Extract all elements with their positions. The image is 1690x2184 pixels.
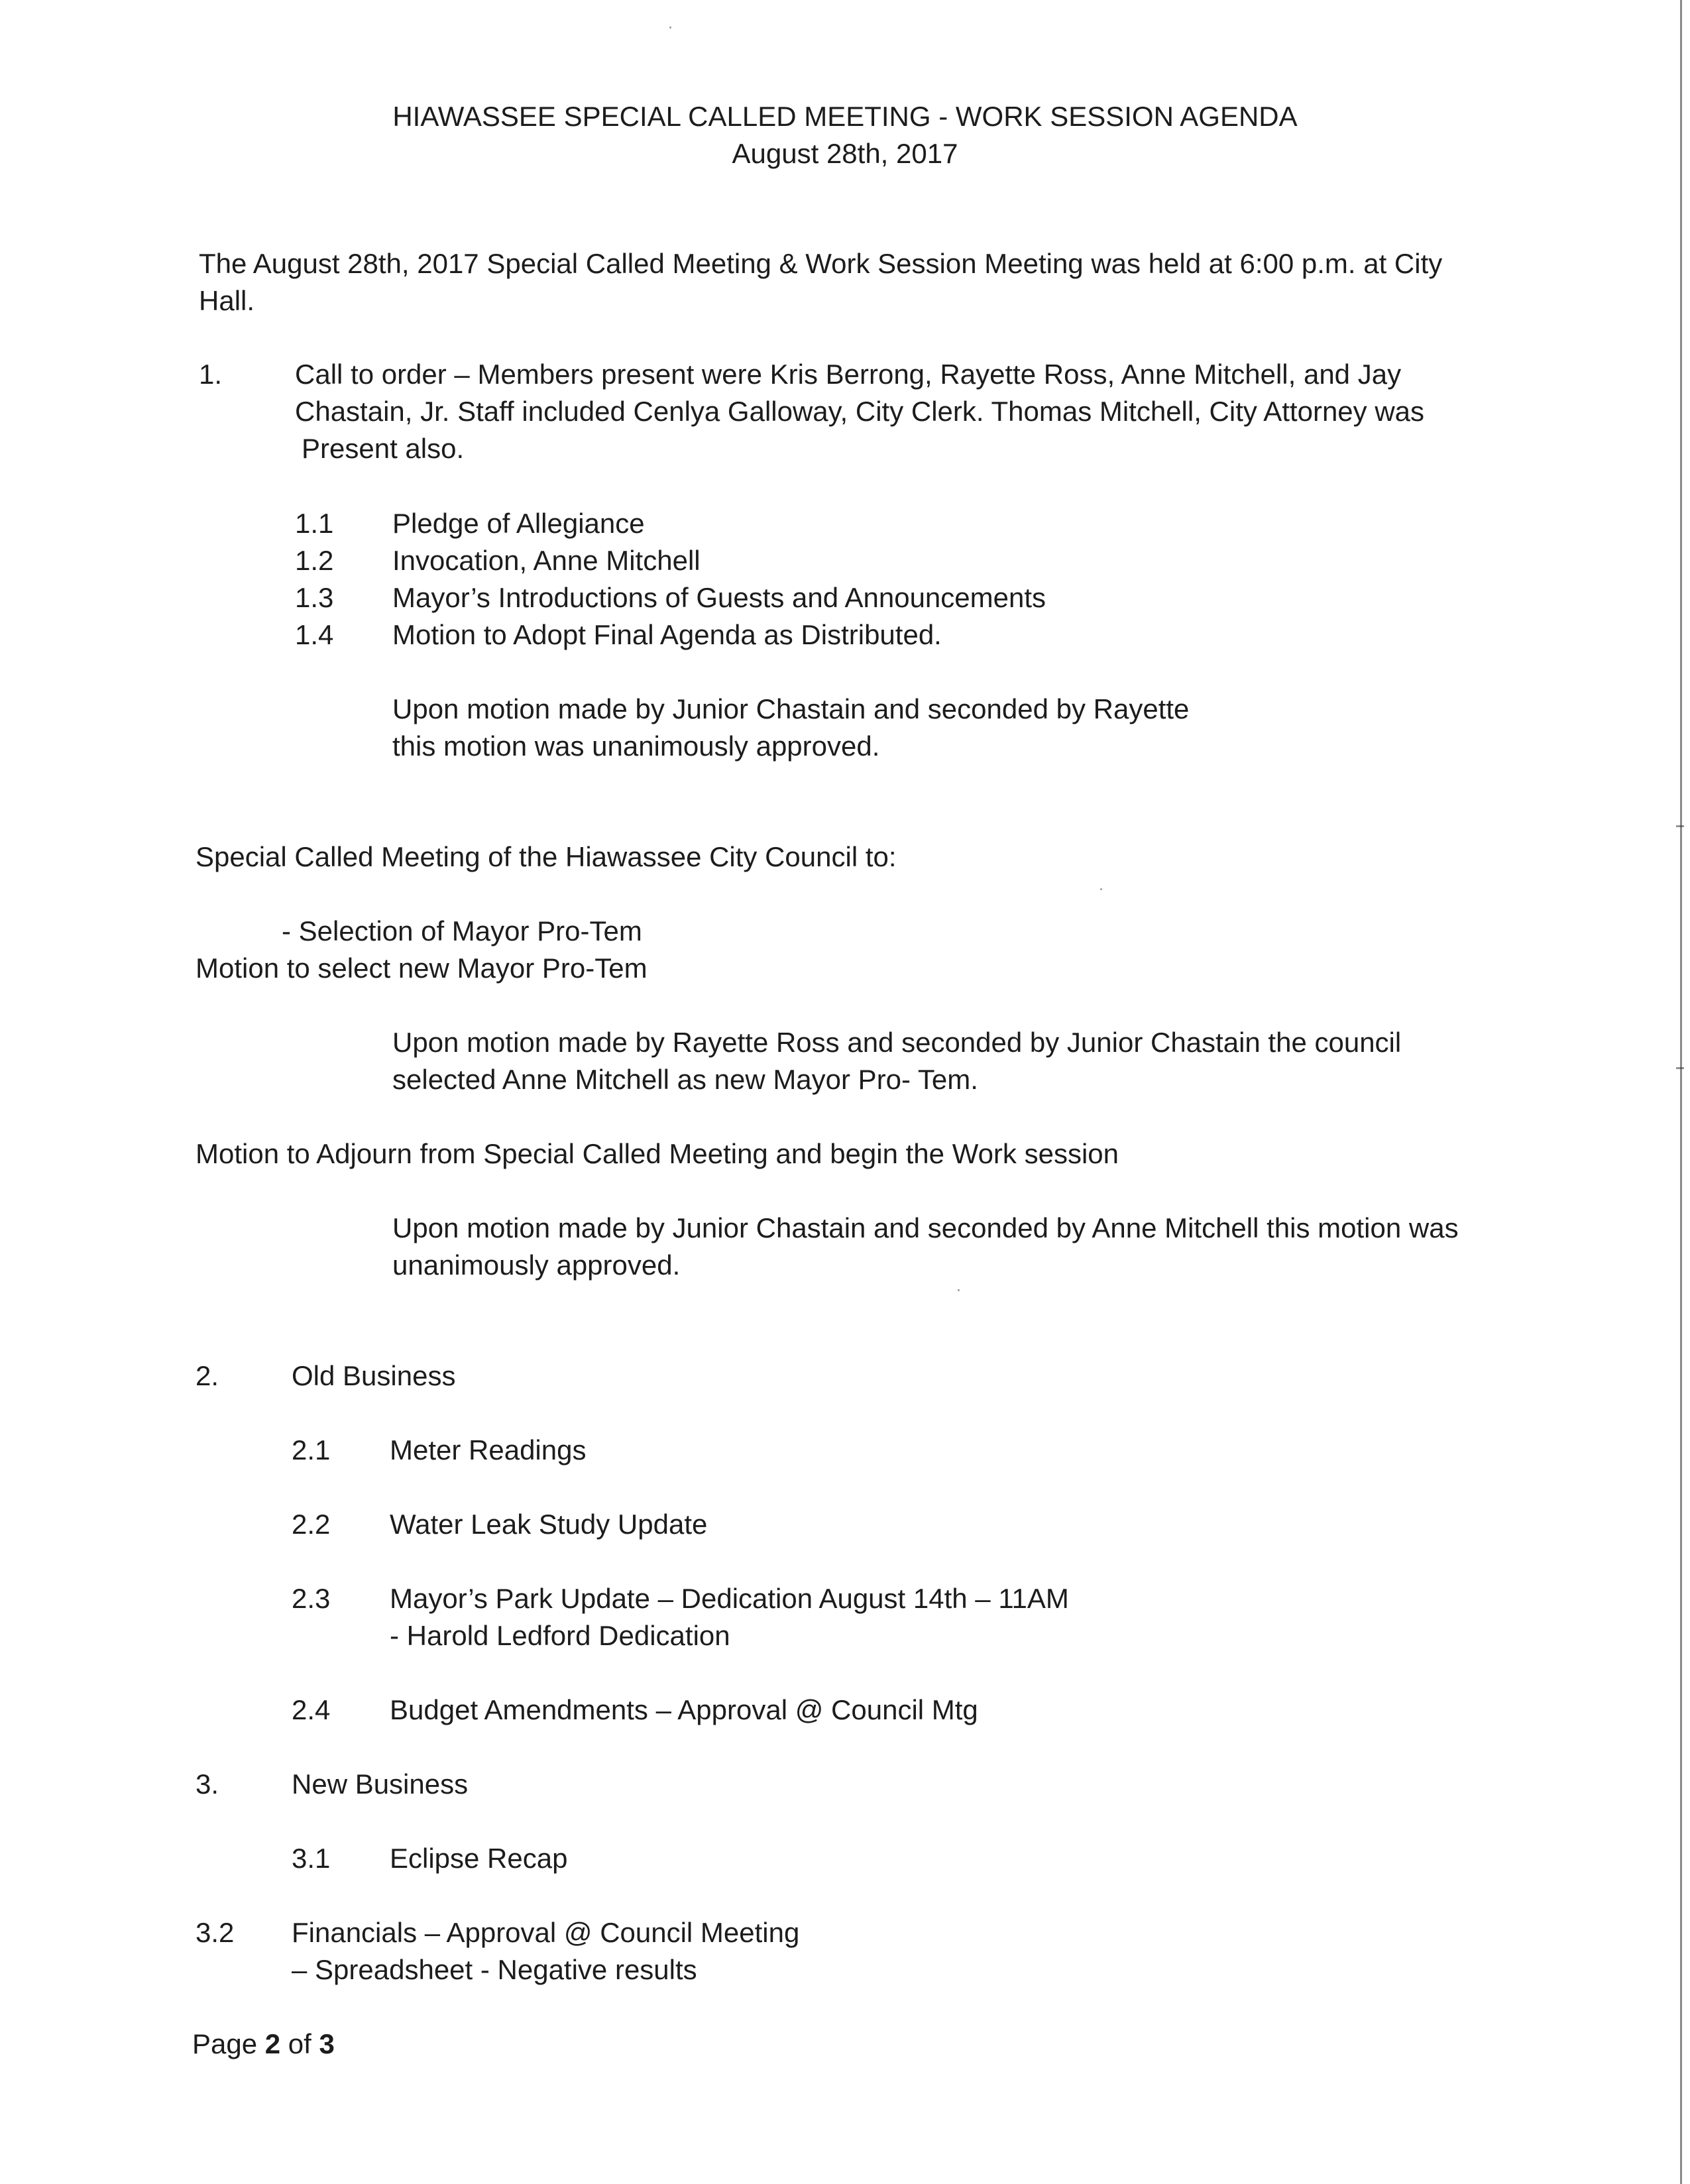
item-text: Meter Readings [390,1434,587,1466]
item-number: 3.1 [292,1843,331,1874]
item-number: 1.4 [295,619,334,650]
scan-edge-line [1680,0,1682,2184]
page-number [192,2026,335,2063]
scan-speck [1100,888,1102,890]
scan-speck [669,27,671,29]
intro-line: The August 28th, 2017 Special Called Meeting & Work Session Meeting was held at 6:00 p.m. at City [199,248,1443,279]
item-number: 2.4 [292,1694,331,1725]
item-text: Mayor’s Introductions of Guests and Announcements [392,582,1046,613]
item-text: Budget Amendments – Approval @ Council Mtg [390,1694,978,1725]
item-text: Invocation, Anne Mitchell [392,545,701,576]
section-2-title: Old Business [292,1360,456,1391]
item-number: 2.1 [292,1434,331,1466]
page-prefix: Page [192,2028,265,2059]
page-mid: of [280,2028,319,2059]
motion-result: Upon motion made by Rayette Ross and seconded by Junior Chastain the council [392,1027,1402,1058]
item-text: Pledge of Allegiance [392,508,645,539]
item-number: 1.3 [295,582,334,613]
item-number: 1.1 [295,508,334,539]
motion-result: unanimously approved. [392,1249,681,1281]
item-subtext: - Harold Ledford Dedication [390,1620,730,1651]
page-current: 2 [264,2028,281,2059]
motion-result: Upon motion made by Junior Chastain and seconded by Rayette [392,693,1190,724]
call-to-order-line: Present also. [302,433,465,464]
special-meeting-item: - Selection of Mayor Pro-Tem [282,915,642,947]
section-2-number: 2. [196,1360,219,1391]
scan-mark [1676,825,1684,827]
item-subtext: – Spreadsheet - Negative results [292,1954,697,1985]
document-date: August 28th, 2017 [732,138,958,169]
document-title: HIAWASSEE SPECIAL CALLED MEETING - WORK SESSION AGENDA [392,101,1298,132]
item-number: 2.2 [292,1509,331,1540]
scan-mark [1676,1067,1684,1069]
item-text: Mayor’s Park Update – Dedication August 14th – 11AM [390,1583,1069,1614]
call-to-order-line: Call to order – Members present were Kris Berrong, Rayette Ross, Anne Mitchell, and Jay [295,359,1402,390]
section-3-title: New Business [292,1768,469,1800]
item-text: Water Leak Study Update [390,1509,708,1540]
motion-result: Upon motion made by Junior Chastain and seconded by Anne Mitchell this motion was [392,1212,1459,1243]
motion-result: selected Anne Mitchell as new Mayor Pro- Tem. [392,1064,978,1095]
item-text: Eclipse Recap [390,1843,568,1874]
motion-result: this motion was unanimously approved. [392,730,880,762]
scan-speck [958,1289,960,1291]
section-1-number: 1. [199,359,223,390]
special-meeting-motion: Motion to select new Mayor Pro-Tem [196,952,648,984]
call-to-order-line: Chastain, Jr. Staff included Cenlya Galloway, City Clerk. Thomas Mitchell, City Attorney was [295,396,1425,427]
item-number: 1.2 [295,545,334,576]
section-3-number: 3. [196,1768,219,1800]
item-text: Motion to Adopt Final Agenda as Distributed. [392,619,942,650]
special-meeting-heading: Special Called Meeting of the Hiawassee City Council to: [196,841,897,872]
item-text: Financials – Approval @ Council Meeting [292,1917,800,1948]
adjourn-motion: Motion to Adjourn from Special Called Meeting and begin the Work session [196,1138,1119,1169]
page-total: 3 [319,2028,335,2059]
intro-line: Hall. [199,285,255,316]
item-number: 3.2 [196,1917,235,1948]
item-number: 2.3 [292,1583,331,1614]
